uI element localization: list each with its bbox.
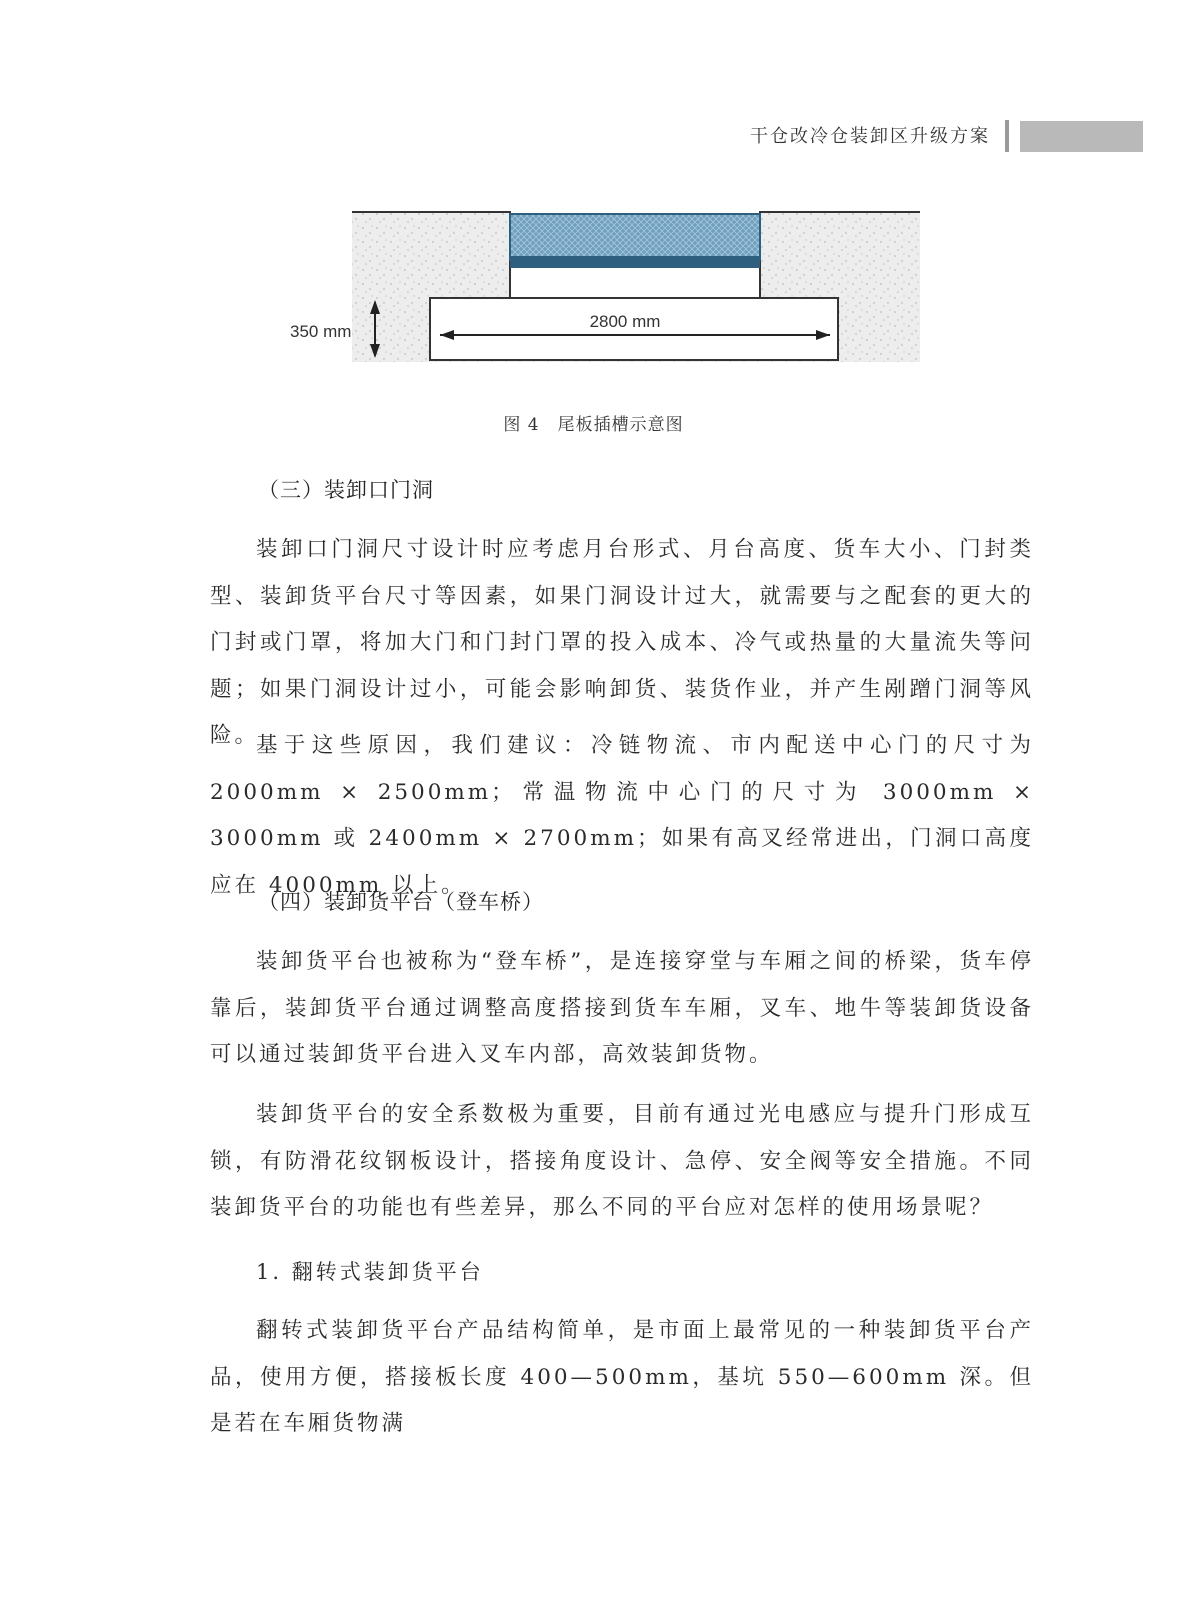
width-dimension-label: 2800 mm [589, 312, 661, 331]
section4-paragraph-3: 翻转式装卸货平台产品结构简单，是市面上最常见的一种装卸货平台产品，使用方便，搭接板长度 400—500mm，基坑 550—600mm 深。但是若在车厢货物满 [210, 1318, 1034, 1436]
section4-paragraph-2: 装卸货平台的安全系数极为重要，目前有通过光电感应与提升门形成互锁，有防滑花纹钢板设计，搭接角度设计、急停、安全阀等安全措施。不同装卸货平台的功能也有些差异，那么不同的平台应对怎样的使用场景呢？ [210, 1102, 1034, 1220]
section3-paragraph-1: 装卸口门洞尺寸设计时应考虑月台形式、月台高度、货车大小、门封类型、装卸货平台尺寸等因素，如果门洞设计过大，就需要与之配套的更大的门封或门罩，将加大门和门封门罩的投入成本、冷气或热量的大量流失等问题；如果门洞设计过小，可能会影响卸货、装货作业，并产生剐蹭门洞等风险。 [210, 537, 1034, 748]
figure-caption: 图 4 尾板插槽示意图 [503, 415, 684, 435]
tailboard-slot-diagram [290, 210, 950, 375]
depth-dimension-label: 350 mm [290, 322, 352, 341]
section-heading-4: （四）装卸货平台（登车桥） [258, 890, 544, 914]
section3-paragraph-2: 基于这些原因，我们建议：冷链物流、市内配送中心门的尺寸为 2000mm × 2500mm；常温物流中心门的尺寸为 3000mm × 3000mm 或 2400mm × 2700mm；如果有高叉经常进出，门洞口高度应在 4000mm 以上。 [210, 733, 1034, 898]
running-header: 干仓改冷仓装卸区升级方案 [750, 126, 990, 147]
header-rule [1005, 120, 1009, 152]
subheading-flip-platform: 1. 翻转式装卸货平台 [256, 1260, 484, 1284]
section4-paragraph-1: 装卸货平台也被称为“登车桥”，是连接穿堂与车厢之间的桥梁，货车停靠后，装卸货平台通过调整高度搭接到货车车厢，叉车、地牛等装卸货设备可以通过装卸货平台进入叉车内部，高效装卸货物。 [210, 949, 1034, 1067]
tail-plate-edge [510, 256, 760, 268]
header-tab-block [1020, 121, 1143, 152]
tail-plate [510, 214, 760, 260]
section-heading-3: （三）装卸口门洞 [258, 478, 434, 502]
